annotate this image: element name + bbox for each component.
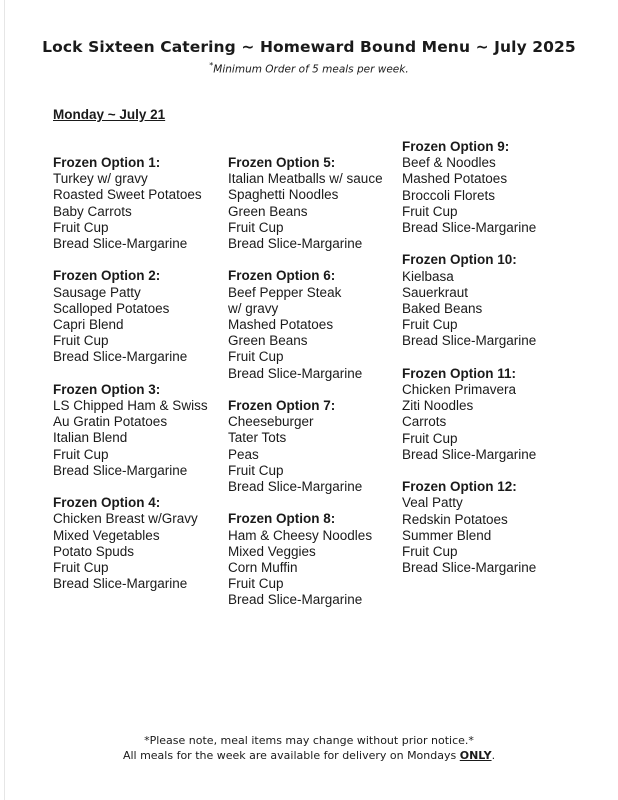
- option-title: Frozen Option 2:: [53, 268, 161, 284]
- menu-item: Mashed Potatoes: [228, 317, 334, 333]
- menu-item: Mixed Veggies: [228, 543, 316, 559]
- menu-item: Veal Patty: [402, 495, 463, 511]
- menu-item: Cheeseburger: [228, 414, 314, 430]
- menu-item: Au Gratin Potatoes: [53, 414, 168, 430]
- menu-item: Bread Slice-Margarine: [53, 236, 188, 252]
- menu-title: Lock Sixteen Catering ~ Homeward Bound Menu ~ July 2025: [42, 38, 576, 56]
- menu-option: [53, 268, 228, 365]
- menu-option: [402, 139, 577, 236]
- menu-item: Roasted Sweet Potatoes: [53, 187, 202, 203]
- menu-option: [228, 398, 403, 495]
- menu-option: [53, 495, 228, 592]
- menu-item: Fruit Cup: [228, 462, 284, 478]
- minimum-order-note: [0, 61, 618, 76]
- menu-option: [228, 511, 403, 608]
- menu-option: [53, 382, 228, 479]
- menu-item: Sauerkraut: [402, 284, 469, 300]
- menu-item: Summer Blend: [402, 527, 492, 543]
- option-title: Frozen Option 12:: [402, 479, 517, 495]
- menu-item: Redskin Potatoes: [402, 511, 508, 527]
- menu-item: Ziti Noodles: [402, 398, 474, 414]
- option-title: Frozen Option 9:: [402, 139, 510, 154]
- menu-item: Carrots: [402, 414, 447, 430]
- menu-item: Baby Carrots: [53, 203, 132, 219]
- delivery-period: .: [491, 749, 496, 762]
- menu-item: Bread Slice-Margarine: [228, 236, 363, 252]
- delivery-text: All meals for the week are available for delivery on Mondays: [122, 749, 460, 762]
- note-text: Minimum Order of 5 meals per week.: [213, 63, 409, 76]
- menu-option: [402, 479, 577, 576]
- menu-item: Bread Slice-Margarine: [53, 576, 188, 592]
- menu-item: Bread Slice-Margarine: [53, 462, 188, 478]
- day-heading: Monday ~ July 21: [53, 107, 166, 122]
- menu-item: Fruit Cup: [228, 219, 284, 235]
- menu-column-3: [402, 139, 577, 593]
- menu-column-2: [228, 155, 403, 625]
- menu-option: [402, 252, 577, 349]
- option-title: Frozen Option 7:: [228, 398, 336, 414]
- menu-item: Fruit Cup: [402, 317, 458, 333]
- menu-item: Mixed Vegetables: [53, 527, 160, 543]
- page-edge-line: [4, 0, 5, 800]
- menu-item: Baked Beans: [402, 301, 483, 317]
- menu-column-1: [53, 155, 228, 609]
- menu-item: Italian Blend: [53, 430, 128, 446]
- menu-item: Mashed Potatoes: [402, 171, 508, 187]
- option-title: Frozen Option 10:: [402, 252, 517, 268]
- menu-item: Sausage Patty: [53, 284, 141, 300]
- menu-item: Fruit Cup: [228, 576, 284, 592]
- menu-item: Italian Meatballs w/ sauce: [228, 171, 383, 187]
- menu-item: Bread Slice-Margarine: [228, 365, 363, 381]
- option-title: Frozen Option 4:: [53, 495, 161, 511]
- menu-item: Spaghetti Noodles: [228, 187, 339, 203]
- menu-item: Broccoli Florets: [402, 187, 496, 203]
- menu-item: Bread Slice-Margarine: [402, 333, 537, 349]
- menu-item: Beef & Noodles: [402, 155, 496, 171]
- menu-item: LS Chipped Ham & Swiss: [53, 398, 208, 414]
- menu-item: Fruit Cup: [402, 544, 458, 560]
- menu-item: Beef Pepper Steak: [228, 284, 342, 300]
- menu-item: Fruit Cup: [53, 446, 109, 462]
- menu-item: Bread Slice-Margarine: [228, 479, 363, 495]
- menu-item: Potato Spuds: [53, 543, 135, 559]
- menu-item: Corn Muffin: [228, 560, 298, 576]
- menu-item: Bread Slice-Margarine: [402, 220, 537, 236]
- menu-option: [53, 155, 228, 252]
- menu-item: Fruit Cup: [402, 203, 458, 219]
- menu-item: Fruit Cup: [53, 333, 109, 349]
- menu-item: Capri Blend: [53, 317, 124, 333]
- menu-item: Turkey w/ gravy: [53, 171, 148, 187]
- option-title: Frozen Option 1:: [53, 155, 161, 170]
- delivery-only-emphasis: ONLY: [459, 749, 492, 762]
- menu-item: Fruit Cup: [402, 430, 458, 446]
- note-asterisk: *: [209, 61, 214, 70]
- menu-item: Fruit Cup: [53, 560, 109, 576]
- option-title: Frozen Option 11:: [402, 365, 517, 381]
- menu-item: Green Beans: [228, 333, 308, 349]
- menu-item: w/ gravy: [228, 300, 279, 316]
- disclaimer-line: *Please note, meal items may change without prior notice.*: [144, 734, 474, 747]
- menu-item: Tater Tots: [228, 430, 287, 446]
- menu-item: Bread Slice-Margarine: [402, 446, 537, 462]
- delivery-line: [0, 749, 618, 762]
- menu-item: Chicken Breast w/Gravy: [53, 511, 198, 527]
- menu-item: Scalloped Potatoes: [53, 300, 170, 316]
- option-title: Frozen Option 6:: [228, 268, 336, 284]
- menu-option: [402, 366, 577, 463]
- option-title: Frozen Option 8:: [228, 511, 336, 527]
- menu-item: Bread Slice-Margarine: [228, 592, 363, 608]
- menu-option: [228, 268, 403, 381]
- menu-item: Chicken Primavera: [402, 382, 517, 398]
- option-title: Frozen Option 3:: [53, 381, 161, 397]
- menu-item: Fruit Cup: [228, 349, 284, 365]
- menu-item: Bread Slice-Margarine: [402, 560, 537, 576]
- menu-item: Kielbasa: [402, 268, 454, 284]
- menu-item: Fruit Cup: [53, 219, 109, 235]
- menu-item: Ham & Cheesy Noodles: [228, 527, 373, 543]
- option-title: Frozen Option 5:: [228, 155, 336, 170]
- menu-item: Green Beans: [228, 203, 308, 219]
- menu-item: Bread Slice-Margarine: [53, 349, 188, 365]
- menu-item: Peas: [228, 446, 259, 462]
- menu-option: [228, 155, 403, 252]
